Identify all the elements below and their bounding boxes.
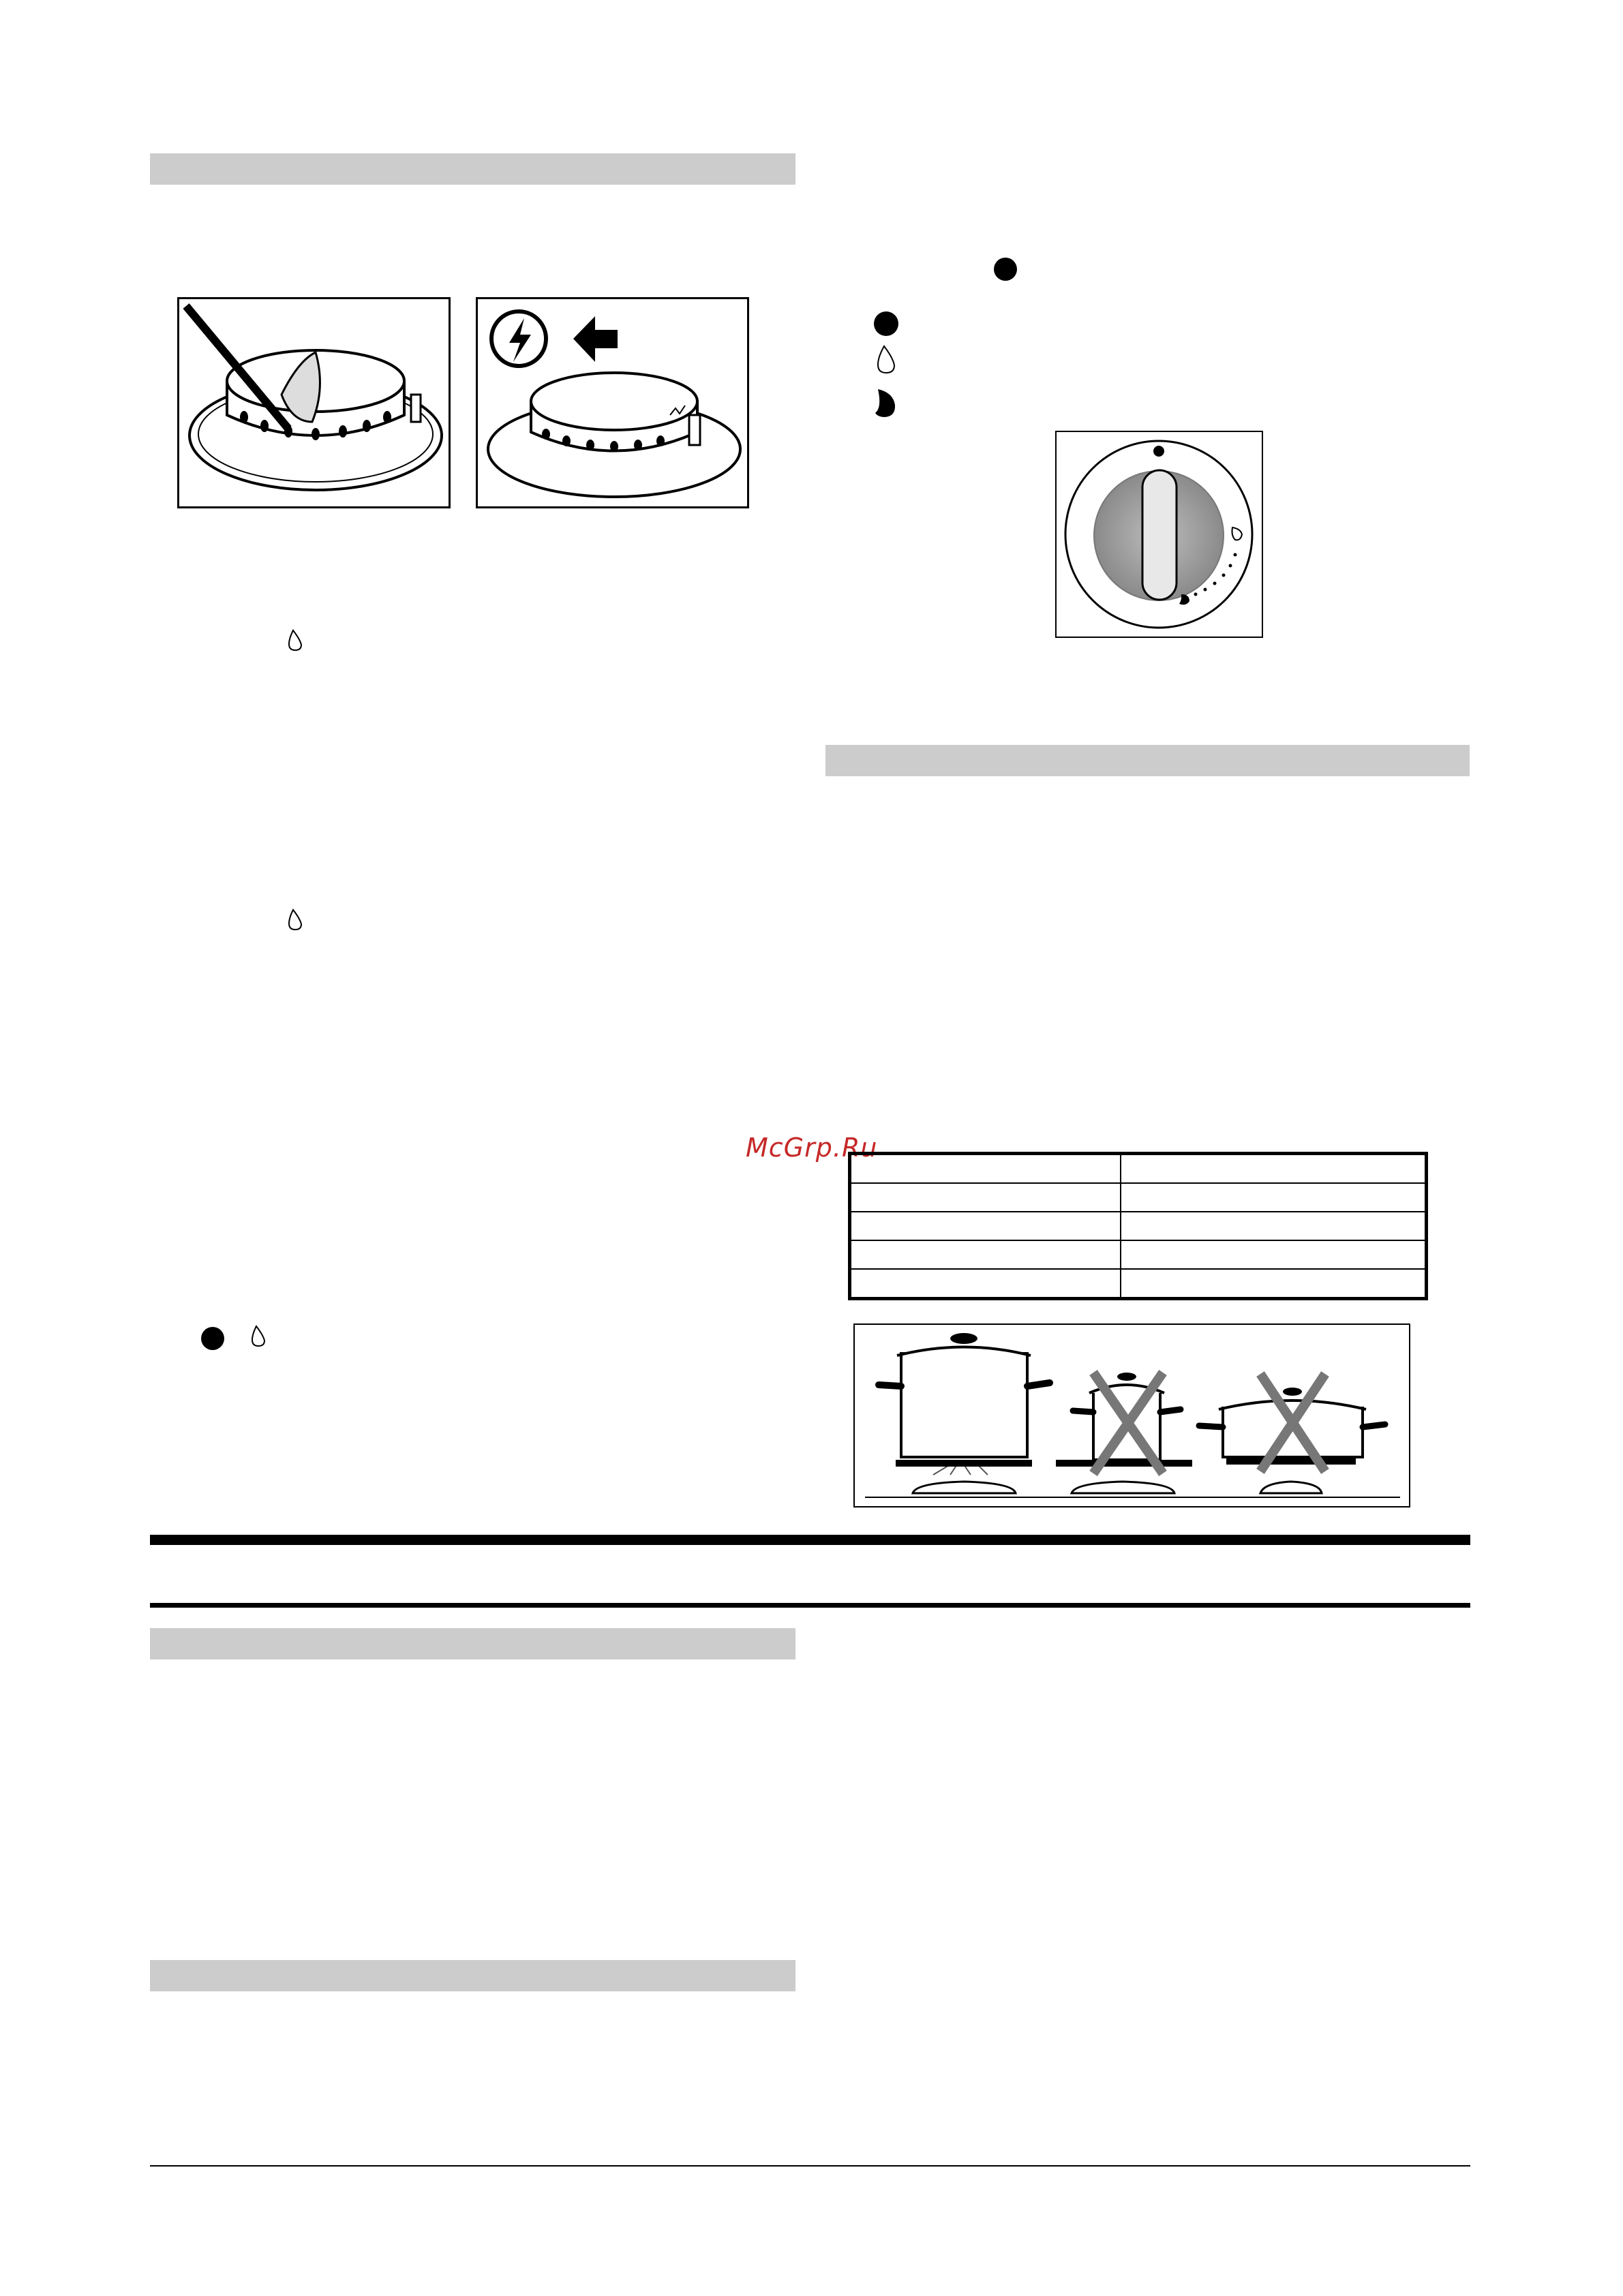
outline-flame-icon bbox=[874, 345, 898, 375]
table-row bbox=[850, 1212, 1427, 1240]
figure-control-knob bbox=[1055, 431, 1263, 638]
table-cell bbox=[1121, 1183, 1427, 1212]
figure-pan-sizes bbox=[853, 1323, 1410, 1507]
outline-flame-icon bbox=[248, 1325, 269, 1348]
table-cell bbox=[850, 1212, 1121, 1240]
section-header-bar-lower-2 bbox=[150, 1960, 795, 1991]
table-cell bbox=[1121, 1154, 1427, 1184]
burner-match-illustration bbox=[179, 299, 449, 506]
watermark: McGrp.Ru bbox=[746, 1133, 878, 1163]
table-row bbox=[850, 1240, 1427, 1269]
table-cell bbox=[850, 1240, 1121, 1269]
table-cell bbox=[1121, 1212, 1427, 1240]
table-cell bbox=[1121, 1269, 1427, 1299]
table-cell bbox=[850, 1154, 1121, 1184]
figure-electronic-ignition bbox=[476, 297, 749, 508]
arrow-left-icon bbox=[573, 316, 618, 362]
burner-pan-diameter-table bbox=[848, 1152, 1428, 1300]
outline-flame-icon bbox=[285, 908, 305, 932]
filled-circle-icon bbox=[1153, 446, 1164, 457]
table-cell bbox=[850, 1269, 1121, 1299]
pan-size-illustration bbox=[855, 1325, 1409, 1506]
section-divider bbox=[150, 1603, 1470, 1608]
filled-circle-icon bbox=[873, 310, 900, 337]
section-header-bar-pan-sizes bbox=[825, 745, 1470, 776]
filled-flame-icon bbox=[873, 387, 900, 420]
table-row bbox=[850, 1269, 1427, 1299]
section-header-bar-lower-1 bbox=[150, 1628, 795, 1659]
table-cell bbox=[850, 1183, 1121, 1212]
table-row bbox=[850, 1154, 1427, 1184]
table-cell bbox=[1121, 1240, 1427, 1269]
burner-spark-illustration bbox=[478, 299, 747, 506]
section-header-bar-burner-ignition bbox=[150, 153, 795, 185]
filled-circle-icon bbox=[992, 256, 1019, 283]
table-row bbox=[850, 1183, 1427, 1212]
pan-incorrect-too-small bbox=[1056, 1373, 1192, 1493]
outline-flame-icon bbox=[285, 629, 305, 652]
figure-match-ignition bbox=[177, 297, 451, 508]
pan-incorrect-too-large bbox=[1199, 1374, 1385, 1493]
section-divider-thick bbox=[150, 1535, 1470, 1545]
control-knob-illustration bbox=[1057, 432, 1262, 637]
pan-correct bbox=[879, 1333, 1050, 1493]
filled-circle-icon bbox=[199, 1325, 226, 1352]
footer-rule bbox=[150, 2165, 1470, 2167]
